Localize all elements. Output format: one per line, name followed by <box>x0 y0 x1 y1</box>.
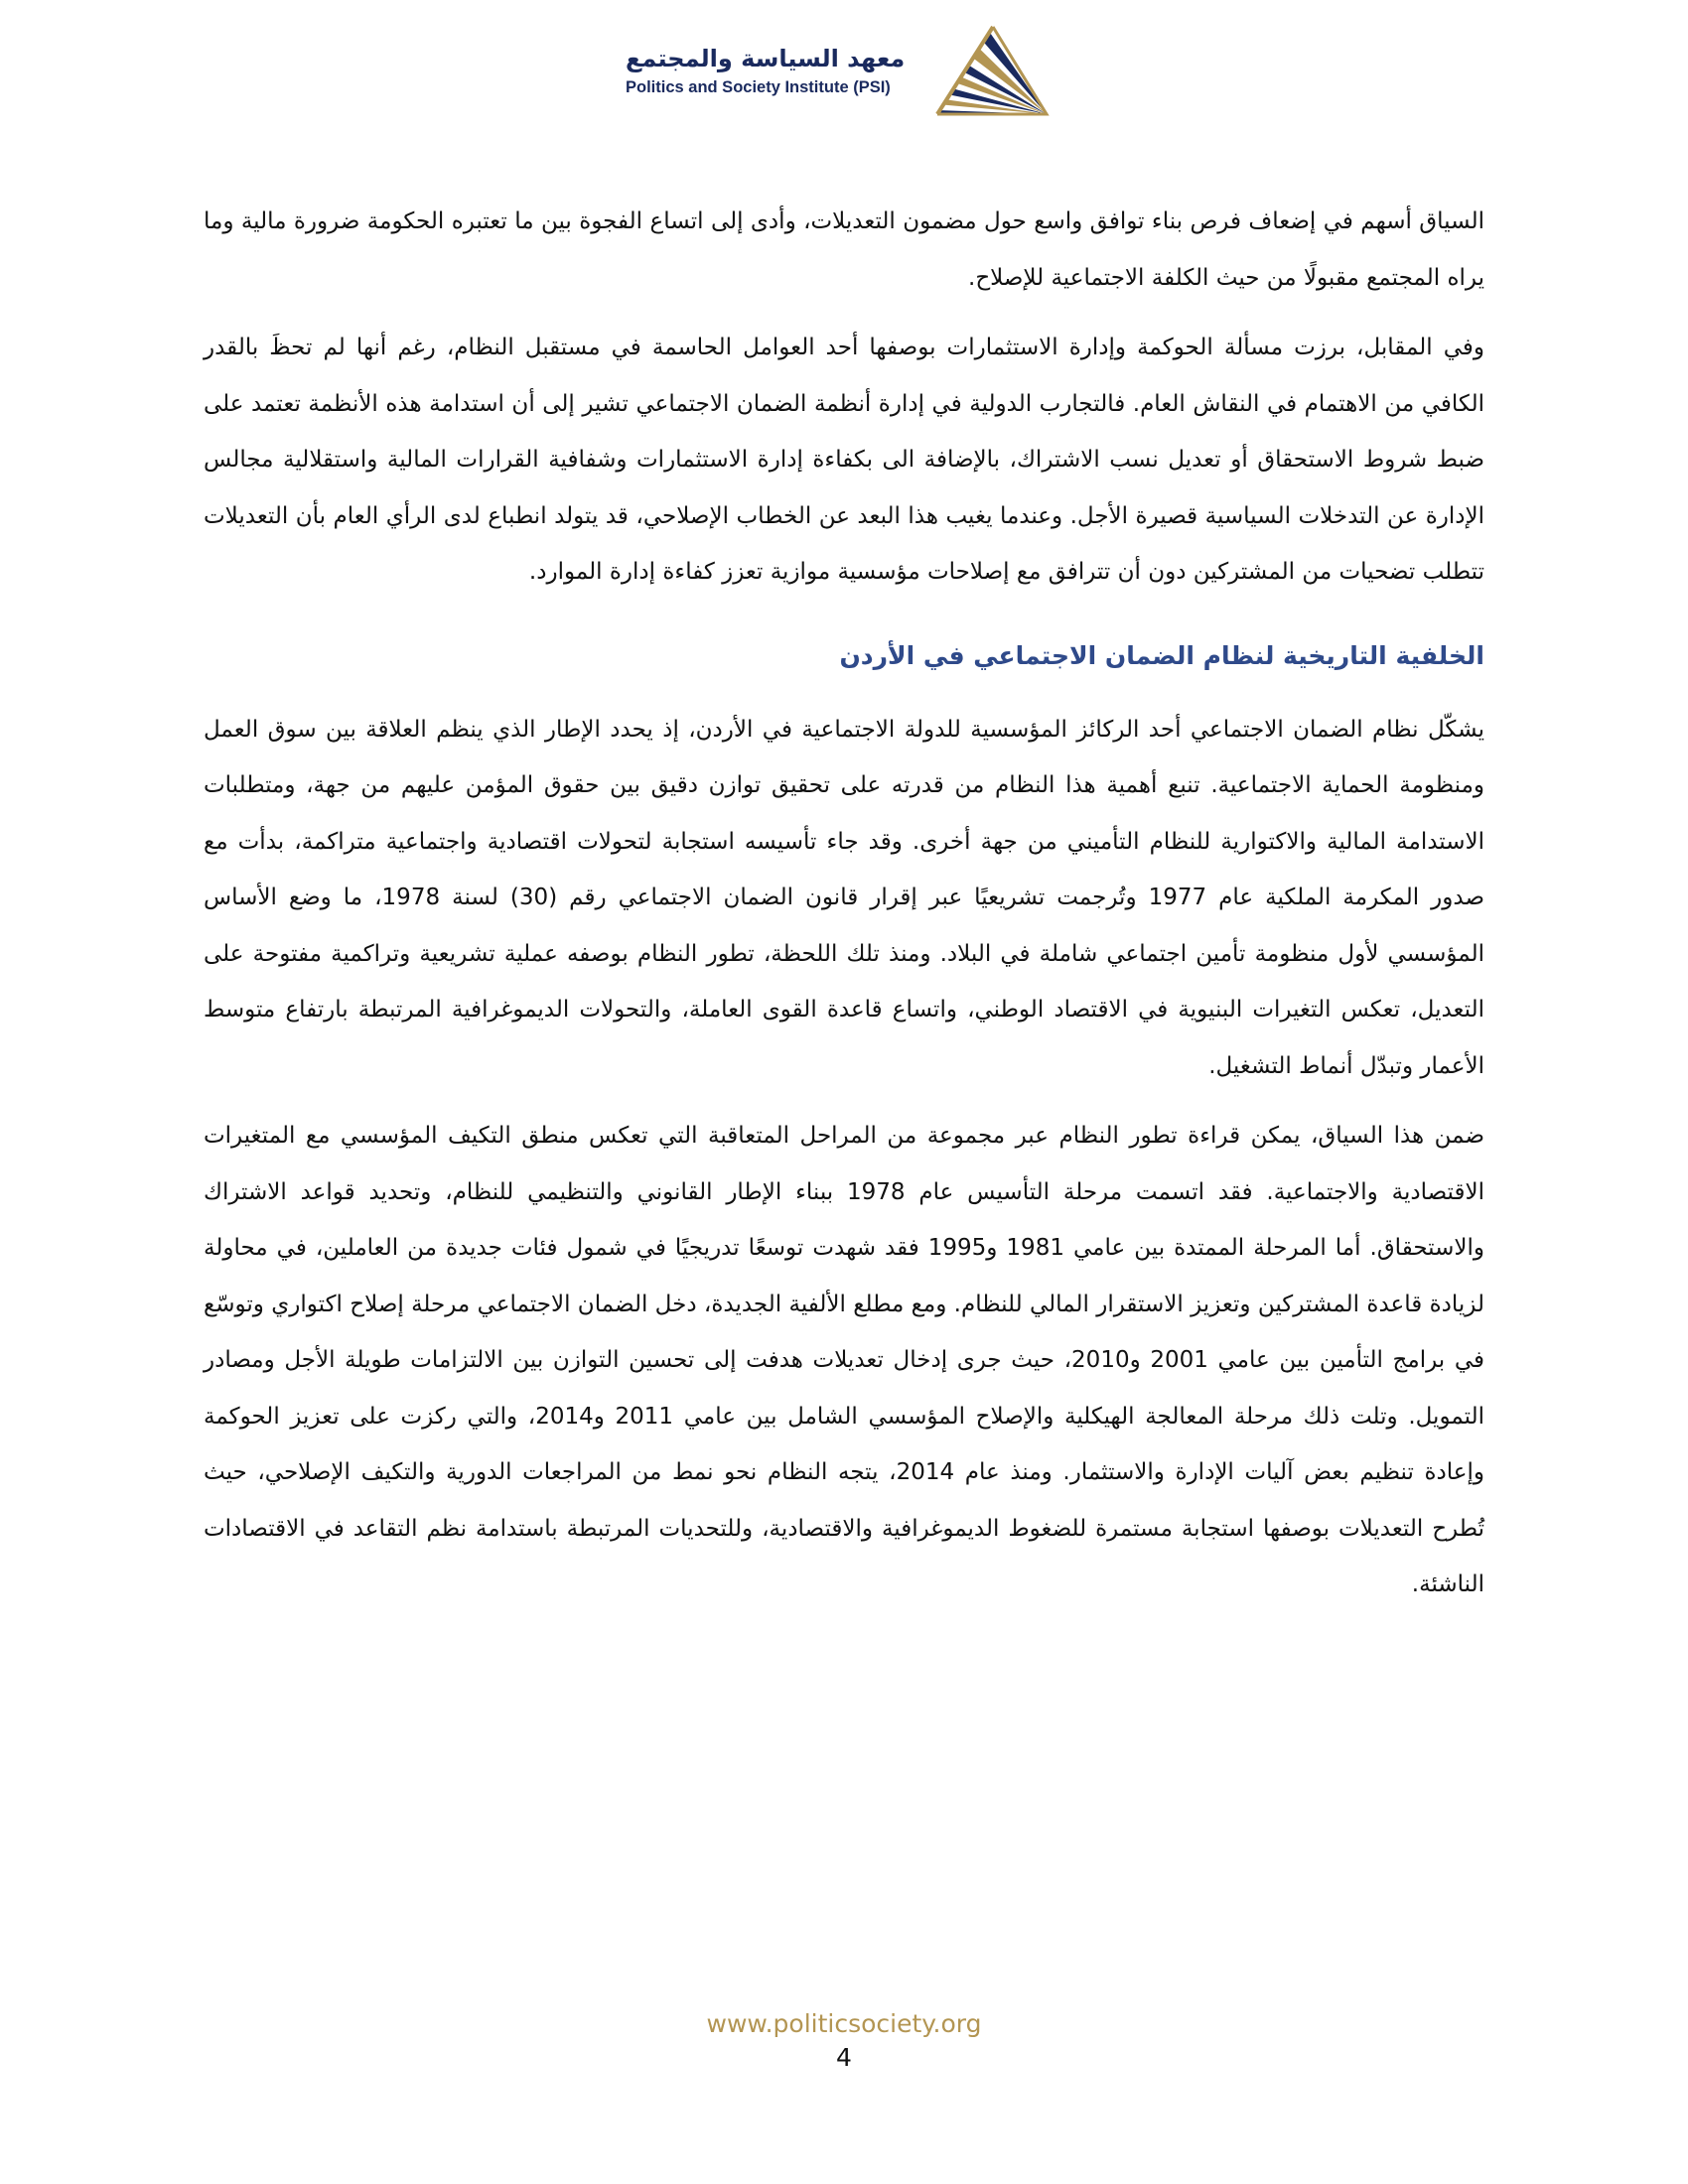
page-footer <box>0 2007 1688 2075</box>
paragraph: يشكّل نظام الضمان الاجتماعي أحد الركائز المؤسسية للدولة الاجتماعية في الأردن، إذ يحدد الإطار الذي ينظم العلاقة بين سوق العمل ومنظومة الحماية الاجتماعية. تنبع أهمية هذا النظام من قدرته على تحقيق توازن دقيق بين حقوق المؤمن عليهم من جهة، ومتطلبات الاستدامة المالية والاكتوارية للنظام التأميني من جهة أخرى. وقد جاء تأسيسه استجابة لتحولات اقتصادية واجتماعية متراكمة، بدأت مع صدور المكرمة الملكية عام 1977 وتُرجمت تشريعيًا عبر إقرار قانون الضمان الاجتماعي رقم (30) لسنة 1978، ما وضع الأساس المؤسسي لأول منظومة تأمين اجتماعي شاملة في البلاد. ومنذ تلك اللحظة، تطور النظام بوصفه عملية تشريعية وتراكمية مفتوحة على التعديل، تعكس التغيرات البنيوية في الاقتصاد الوطني، واتساع قاعدة القوى العاملة، والتحولات الديموغرافية المرتبطة بارتفاع متوسط الأعمار وتبدّل أنماط التشغيل. <box>204 716 1484 1079</box>
footer-website-link[interactable]: www.politicsociety.org <box>706 2009 982 2038</box>
page-number: 4 <box>836 2043 852 2072</box>
document-body <box>204 194 1484 1613</box>
paragraph: وفي المقابل، برزت مسألة الحوكمة وإدارة الاستثمارات بوصفها أحد العوامل الحاسمة في مستقبل النظام، رغم أنها لم تحظَ بالقدر الكافي من الاهتمام في النقاش العام. فالتجارب الدولية في إدارة أنظمة الضمان الاجتماعي تشير إلى أن استدامة هذه الأنظمة تعتمد على ضبط شروط الاستحقاق أو تعديل نسب الاشتراك، بالإضافة الى بكفاءة إدارة الاستثمارات وشفافية القرارات المالية واستقلالية مجالس الإدارة عن التدخلات السياسية قصيرة الأجل. وعندما يغيب هذا البعد عن الخطاب الإصلاحي، قد يتولد انطباع لدى الرأي العام بأن التعديلات تتطلب تضحيات من المشتركين دون أن تترافق مع إصلاحات مؤسسية موازية تعزز كفاءة إدارة الموارد. <box>204 335 1484 585</box>
logo-english-name: Politics and Society Institute (PSI) <box>626 78 891 96</box>
logo-text <box>626 43 933 98</box>
paragraph: السياق أسهم في إضعاف فرص بناء توافق واسع حول مضمون التعديلات، وأدى إلى اتساع الفجوة بين ما تعتبره الحكومة ضرورة مالية وما يراه المجتمع مقبولًا من حيث الكلفة الاجتماعية للإصلاح. <box>204 208 1484 291</box>
logo-arabic-name: معهد السياسة والمجتمع <box>626 45 906 72</box>
page-header <box>626 25 1053 119</box>
paragraph: ضمن هذا السياق، يمكن قراءة تطور النظام عبر مجموعة من المراحل المتعاقبة التي تعكس منطق التكيف المؤسسي مع المتغيرات الاقتصادية والاجتماعية. فقد اتسمت مرحلة التأسيس عام 1978 ببناء الإطار القانوني والتنظيمي للنظام، وتحديد قواعد الاشتراك والاستحقاق. أما المرحلة الممتدة بين عامي 1981 و1995 فقد شهدت توسعًا تدريجيًا في شمول فئات جديدة من العاملين، في محاولة لزيادة قاعدة المشتركين وتعزيز الاستقرار المالي للنظام. ومع مطلع الألفية الجديدة، دخل الضمان الاجتماعي مرحلة إصلاح اكتواري وتوسّع في برامج التأمين بين عامي 2001 و2010، حيث جرى إدخال تعديلات هدفت إلى تحسين التوازن بين الالتزامات طويلة الأجل ومصادر التمويل. وتلت ذلك مرحلة المعالجة الهيكلية والإصلاح المؤسسي الشامل بين عامي 2011 و2014، والتي ركزت على تعزيز الحوكمة وإعادة تنظيم بعض آليات الإدارة والاستثمار. ومنذ عام 2014، يتجه النظام نحو نمط من المراجعات الدورية والتكيف الإصلاحي، حيث تُطرح التعديلات بوصفها استجابة مستمرة للضغوط الديموغرافية والاقتصادية، وللتحديات المرتبطة باستدامة نظم التقاعد في الاقتصادات الناشئة. <box>204 1123 1484 1597</box>
triangle-rays-logo-icon <box>935 25 1050 119</box>
section-heading: الخلفية التاريخية لنظام الضمان الاجتماعي في الأردن <box>839 640 1484 670</box>
